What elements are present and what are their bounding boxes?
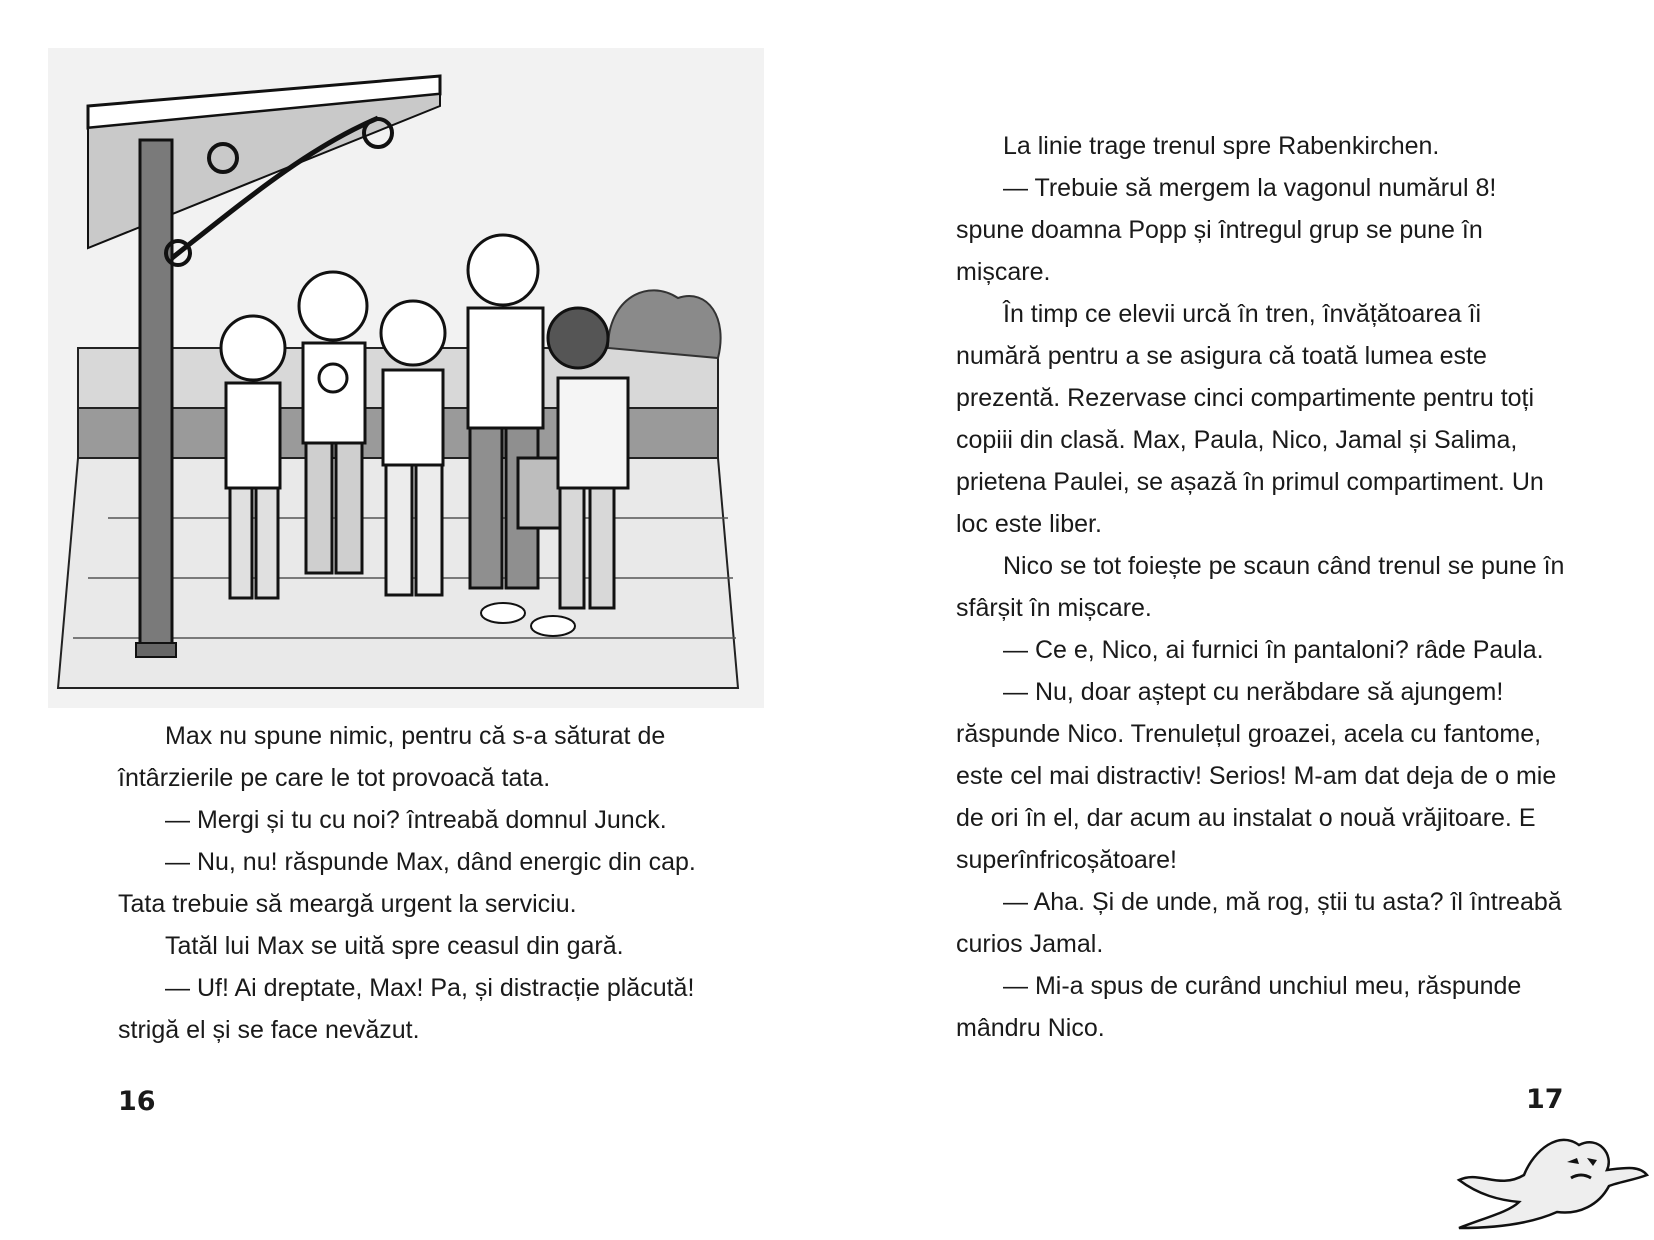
paragraph: — Nu, doar aștept cu nerăbdare să ajungem! răspunde Nico. Trenulețul groazei, acela cu fantome, este cel mai distractiv! Serios! M-am dat deja de o mie de ori în el, dar acum au instalat o nouă vrăjitoare. E superînfricoșătoare! [956,678,1557,874]
page-number: 17 [1526,1084,1564,1115]
children-at-station-illustration [48,48,764,708]
illustration-drawing [48,48,764,708]
paragraph: Tatăl lui Max se uită spre ceasul din gară. [165,932,624,960]
paragraph: Nico se tot foiește pe scaun când trenul se pune în sfârșit în mișcare. [956,552,1565,622]
paragraph: — Mergi și tu cu noi? întreabă domnul Junck. [165,806,667,834]
page-number: 16 [118,1086,156,1117]
paragraph: La linie trage trenul spre Rabenkirchen. [1003,132,1440,160]
right-page [827,0,1654,1240]
paragraph: — Mi-a spus de curând unchiul meu, răspunde mândru Nico. [956,972,1522,1042]
paragraph: — Aha. Și de unde, mă rog, știi tu asta? îl întreabă curios Jamal. [956,888,1562,958]
paragraph: — Nu, nu! răspunde Max, dând energic din cap. Tata trebuie să meargă urgent la serviciu. [118,848,696,918]
paragraph: — Trebuie să mergem la vagonul numărul 8! spune doamna Popp și întregul grup se pune în mișcare. [956,174,1497,286]
right-page-text [956,125,1568,1049]
paragraph: — Uf! Ai dreptate, Max! Pa, și distracție plăcută! strigă el și se face nevăzut. [118,974,695,1044]
left-page-text [118,715,730,1051]
ghost-icon [1439,1120,1649,1230]
paragraph: În timp ce elevii urcă în tren, învățătoarea îi numără pentru a se asigura că toată lumea este prezentă. Rezervase cinci compartimente pentru toți copiii din clasă. Max, Paula, Nico, Jamal și Salima, prietena Paulei, se așază în primul compartiment. Un loc este liber. [956,300,1544,538]
paragraph: — Ce e, Nico, ai furnici în pantaloni? râde Paula. [1003,636,1544,664]
paragraph: Max nu spune nimic, pentru că s-a săturat de întârzierile pe care le tot provoacă tata. [118,722,666,792]
